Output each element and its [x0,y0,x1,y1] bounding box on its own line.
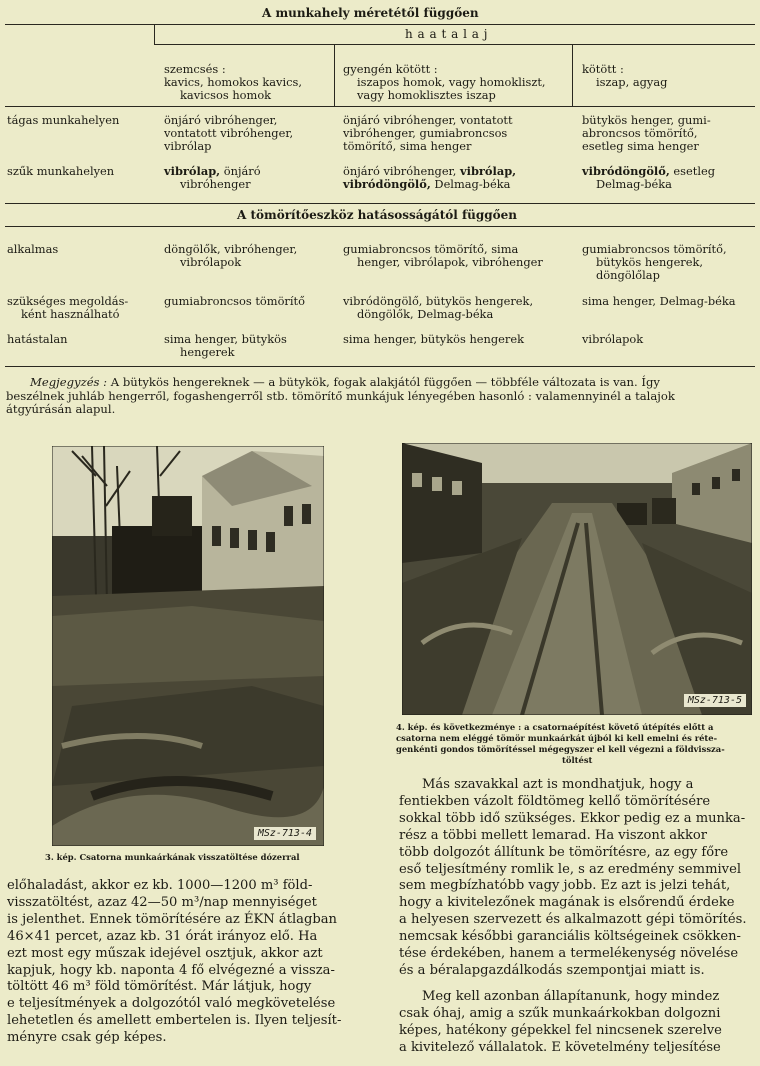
row-label-ineffective: hatástalan [7,332,68,346]
row-label-acceptable: szükséges megoldás- ként használható [7,294,129,321]
cell-acceptable-3: sima henger, Delmag-béka [582,294,736,308]
table-rule-header-bottom [5,106,755,107]
table-rule-top [5,24,755,25]
cell-ineffective-3: vibrólapok [582,332,644,346]
cell-ineffective-1: sima henger, bütykös hengerek [164,332,287,359]
row-label-suitable: alkalmas [7,242,59,256]
cell-spacious-weak: önjáró vibróhenger, vontatott vibróhenger, gumiabroncsos tömörítő, sima henger [343,113,513,153]
left-column-text: előhaladást, akkor ez kb. 1000—1200 m³ föld- visszatöltést, azaz 42—50 m³/nap mennyiséget is jelenthet. Ennek tömörítésére az ÉKN átlagban 46×41 percet, azaz kb. 31 órát irányoz elő. Ha ezt most egy műszak idejével osztjuk, akkor azt kapjuk, hogy kb. naponta 4 fő elvégezné a vissza- töltött 46 m³ föld tömörítést. Már látjuk, hogy e teljesítmények a dolgozótól való megkövetelése lehetetlen és amellett embertelen is. Ilyen teljesít- ményre csak gép képes. [7,878,342,1046]
cell-narrow-weak: önjáró vibróhenger, vibrólap, vibródöngölő, Delmag-béka [343,164,517,191]
figure-3-caption: 3. kép. Csatorna munkaárkának visszatöltése dózerral [45,852,300,862]
note-label: Megjegyzés : [30,375,108,389]
table-col-divider-2 [572,44,573,106]
cell-ineffective-2: sima henger, bütykös hengerek [343,332,524,346]
row-label-narrow: szűk munkahelyen [7,164,115,178]
right-column-text [399,777,754,1057]
table-col-divider-1 [334,44,335,106]
cell-narrow-cohesive: vibródöngölő, esetleg Delmag-béka [582,164,716,191]
table-note: Megjegyzés : A bütykös hengereknek — a bütykök, fogak alakjától függően — többféle változata is van. Így beszélnek juhláb hengerről, fogashengerről stb. tömörítő munkájuk lényegében hasonló : valamennyinél a talajok átgyúrásán alapul. [6,375,675,416]
table-section-1-title: A munkahely méretétől függően [262,6,479,20]
cell-spacious-granular: önjáró vibróhenger, vontatott vibróhenger, vibrólap [164,113,294,153]
figure-4-stamp: MSz-713-5 [684,694,746,707]
paragraph: Más szavakkal azt is mondhatjuk, hogy a fentiekben vázolt földtömeg kellő tömörítésére sokkal több idő szükséges. Ekkor pedig ez a munka- rész a többi mellett lemarad. Ha viszont akkor több dolgozót állítunk be tömörítésre, az egy főre eső teljesítmény romlik le, s az eredmény semmivel sem megbízhatóbb vagy jobb. Ez azt is jelzi tehát, hogy a kivitelezőnek magának is elsőrendű érdeke a helyesen szervezett és alkalmazott gépi tömörítés. nemcsak későbbi garanciális költségeinek csökken- tése érdekében, hanem a termelékenység növelése és a béralapgazdálkodás szempontjai miatt is. [399,777,747,978]
row-label-spacious: tágas munkahelyen [7,113,120,127]
figure-4-caption: 4. kép. és következménye : a csatornaépítést követő útépítés előtt a csatorna nem eléggé tömör munkaárkát újból ki kell emelni és réte- genkénti gondos tömörítéssel mégegyszer el kell végezni a földvissza- töltést [396,722,725,765]
figure-3-stamp: MSz-713-4 [254,827,316,840]
cell-acceptable-1: gumiabroncsos tömörítő [164,294,305,308]
table-rule-mid-bottom [5,226,755,227]
figure-3-photo [52,446,324,846]
cell-spacious-cohesive: bütykös henger, gumi- abroncsos tömörítő, esetleg sima henger [582,113,711,153]
table-rule-soil [154,44,755,45]
cell-narrow-granular: vibrólap, önjáró vibróhenger [164,164,261,191]
soil-type-granular: szemcsés : kavics, homokos kavics, kavicsos homok [164,62,302,102]
paragraph: Meg kell azonban állapítanunk, hogy mindez csak óhaj, amig a szűk munkaárkokban dolgozni képes, hatékony gépekkel fel nincsenek szerelve a kivitelező vállalatok. E követelmény teljesítése [399,988,722,1055]
table-section-2-title: A tömörítőeszköz hatásosságától függően [237,208,518,222]
table-rule-bottom [5,366,755,367]
cell-suitable-3: gumiabroncsos tömörítő, bütykös hengerek, döngölőlap [582,242,727,282]
cell-suitable-2: gumiabroncsos tömörítő, sima henger, vibrólapok, vibróhenger [343,242,543,269]
table-rule-mid-top [5,203,755,204]
cell-suitable-1: döngölők, vibróhenger, vibrólapok [164,242,298,269]
soil-type-cohesive: kötött : iszap, agyag [582,62,668,89]
figure-4-photo [402,443,752,715]
cell-acceptable-2: vibródöngölő, bütykös hengerek, döngölők, Delmag-béka [343,294,534,321]
table-soil-header: h a a t a l a j [405,27,488,41]
table-rule-left [154,24,155,44]
soil-type-weak-cohesive: gyengén kötött : iszapos homok, vagy homokliszt, vagy homoklisztes iszap [343,62,546,102]
